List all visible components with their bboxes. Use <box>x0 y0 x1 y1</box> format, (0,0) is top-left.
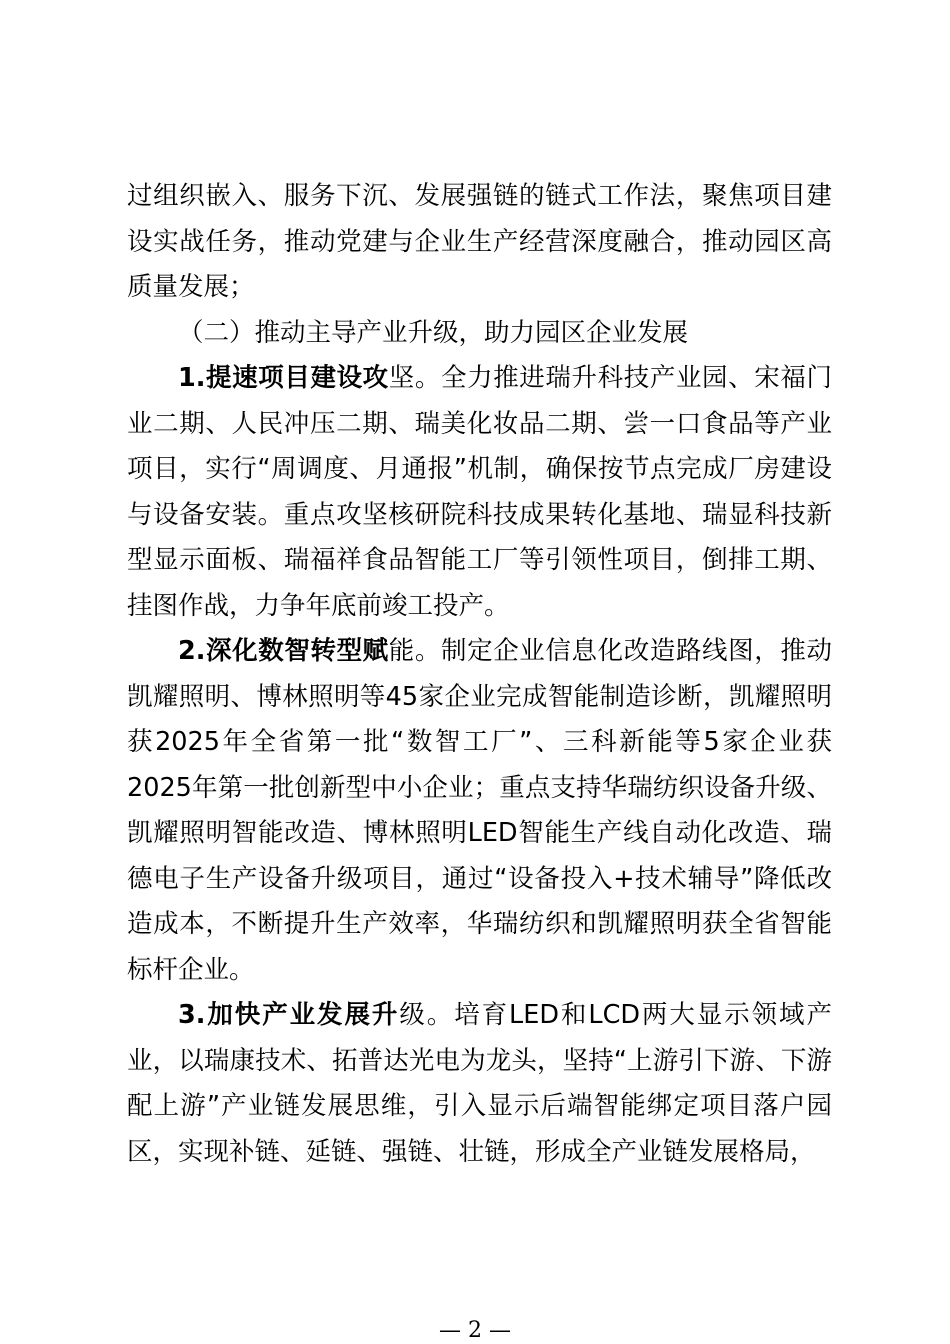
paragraph-lead: 1.提速项目建设攻 <box>178 363 389 393</box>
paragraph-item-3 <box>127 993 832 1175</box>
paragraph-lead: 3.加快产业发展升 <box>178 1000 400 1030</box>
section-heading-text: （二）推动主导产业升级，助力园区企业发展 <box>178 317 689 348</box>
document-body <box>127 174 832 1175</box>
paragraph-text: 能。制定企业信息化改造路线图，推动凯耀照明、博林照明等45家企业完成智能制造诊断，凯耀照明获2025年全省第一批“数智工厂”、三科新能等5家企业获2025年第一批创新型中小企业；重点支持华瑞纺织设备升级、凯耀照明智能改造、博林照明LED智能生产线自动化改造、瑞德电子生产设备升级项目，通过“设备投入+技术辅导”降低改造成本，不断提升生产效率，华瑞纺织和凯耀照明获全省智能标杆企业。 <box>127 636 832 985</box>
paragraph-continuation <box>127 174 832 311</box>
paragraph-item-1 <box>127 356 832 629</box>
paragraph-text: 坚。全力推进瑞升科技产业园、宋福门业二期、人民冲压二期、瑞美化妆品二期、尝一口食品等产业项目，实行“周调度、月通报”机制，确保按节点完成厂房建设与设备安装。重点攻坚核研院科技成果转化基地、瑞显科技新型显示面板、瑞福祥食品智能工厂等引领性项目，倒排工期、挂图作战，力争年底前竣工投产。 <box>127 363 832 621</box>
paragraph-text: 过组织嵌入、服务下沉、发展强链的链式工作法，聚焦项目建设实战任务，推动党建与企业生产经营深度融合，推动园区高质量发展； <box>127 181 832 302</box>
paragraph-lead: 2.深化数智转型赋 <box>178 636 389 666</box>
paragraph-item-2 <box>127 629 832 993</box>
page-number: — 2 — <box>439 1318 511 1343</box>
paragraph-text: 级。培育LED和LCD两大显示领域产业，以瑞康技术、拓普达光电为龙头，坚持“上游引下游、下游配上游”产业链发展思维，引入显示后端智能绑定项目落户园区，实现补链、延链、强链、壮链，形成全产业链发展格局， <box>127 1000 832 1167</box>
section-heading <box>127 311 832 357</box>
